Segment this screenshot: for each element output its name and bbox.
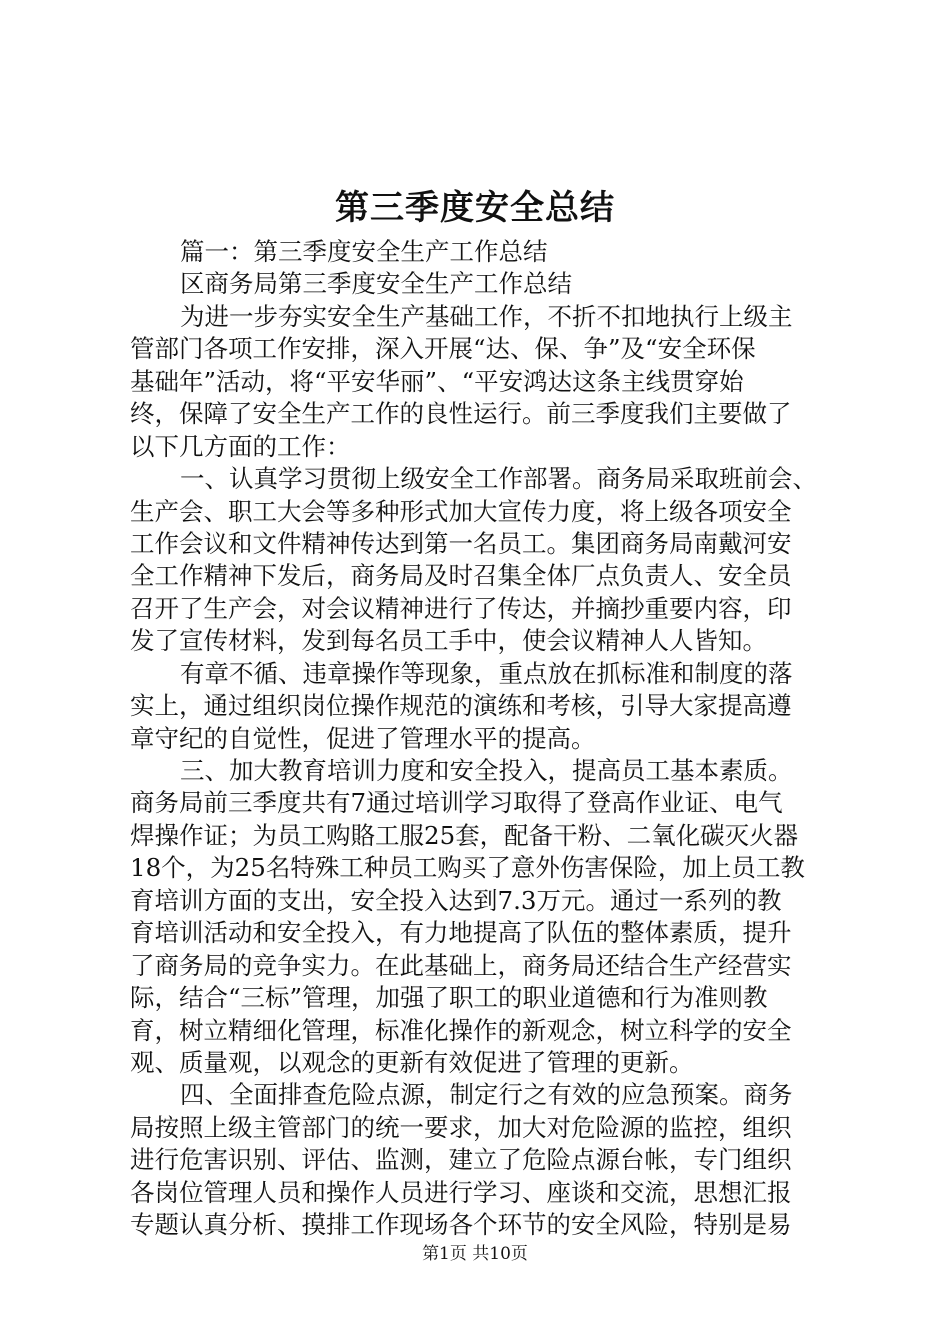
text-line: 进行危害识别、评估、监测，建立了危险点源台帐，专门组织 <box>130 1145 792 1175</box>
text-line: 三、加大教育培训力度和安全投入，提高员工基本素质。 <box>180 756 793 785</box>
text-line: 育培训方面的支出，安全投入达到7.3万元。通过一系列的教 <box>130 885 782 915</box>
text-line: 章守纪的自觉性，促进了管理水平的提高。 <box>130 723 596 753</box>
text-line: 终，保障了安全生产工作的良性运行。前三季度我们主要做了 <box>130 399 792 429</box>
text-line: 四、全面排查危险点源，制定行之有效的应急预案。商务 <box>180 1080 793 1110</box>
text-line: 工作会议和文件精神传达到第一名员工。集团商务局南戴河安 <box>130 528 792 558</box>
text-line: 全工作精神下发后，商务局及时召集全体厂点负责人、安全员 <box>130 561 792 591</box>
text-line: 各岗位管理人员和操作人员进行学习、座谈和交流，思想汇报 <box>130 1177 792 1207</box>
text-line: 18个，为25名特殊工种员工购买了意外伤害保险，加上员工教 <box>130 853 805 883</box>
text-line: 区商务局第三季度安全生产工作总结 <box>180 269 572 299</box>
text-line: 了商务局的竞争实力。在此基础上，商务局还结合生产经营实 <box>130 950 792 980</box>
text-line: 为进一步夯实安全生产基础工作，不折不扣地执行上级主 <box>180 301 793 331</box>
text-line: 召开了生产会，对会议精神进行了传达，并摘抄重要内容，印 <box>130 593 792 623</box>
text-line: 有章不循、违章操作等现象，重点放在抓标准和制度的落 <box>180 658 793 688</box>
text-line: 育，树立精细化管理，标准化操作的新观念，树立科学的安全 <box>130 1015 792 1045</box>
text-line: 局按照上级主管部门的统一要求，加大对危险源的监控，组织 <box>130 1112 792 1142</box>
document-body <box>130 236 830 1242</box>
text-line: 焊操作证；为员工购賂工服25套，配备干粉、二氧化碳灭火器 <box>130 820 799 850</box>
text-line: 篇一：第三季度安全生产工作总结 <box>180 237 548 266</box>
text-line: 发了宣传材料，发到每名员工手中，使会议精神人人皆知。 <box>130 626 767 656</box>
text-line: 商务局前三季度共有7通过培训学习取得了登高作业证、电气 <box>130 788 783 818</box>
text-line: 实上，通过组织岗位操作规范的演练和考核，引导大家提高遵 <box>130 691 792 721</box>
text-line: 管部门各项工作安排，深入开展“达、保、争”及“安全环保 <box>130 334 756 364</box>
text-line: 生产会、职工大会等多种形式加大宣传力度，将上级各项安全 <box>130 496 792 526</box>
text-line: 观、质量观，以观念的更新有效促进了管理的更新。 <box>130 1047 694 1077</box>
text-line: 育培训活动和安全投入，有力地提高了队伍的整体素质，提升 <box>130 918 792 948</box>
document-title: 第三季度安全总结 <box>335 188 615 228</box>
text-line: 专题认真分析、摸排工作现场各个环节的安全风险，特别是易 <box>130 1210 792 1240</box>
text-line: 际，结合“三标”管理，加强了职工的职业道德和行为准则教 <box>130 983 768 1013</box>
text-line: 以下几方面的工作： <box>130 431 351 461</box>
text-line: 一、认真学习贯彻上级安全工作部署。商务局采取班前会、 <box>180 464 817 494</box>
page-footer: 第1页 共10页 <box>422 1244 528 1264</box>
text-line: 基础年”活动，将“平安华丽”、“平安鸿达这条主线贯穿始 <box>130 366 744 396</box>
